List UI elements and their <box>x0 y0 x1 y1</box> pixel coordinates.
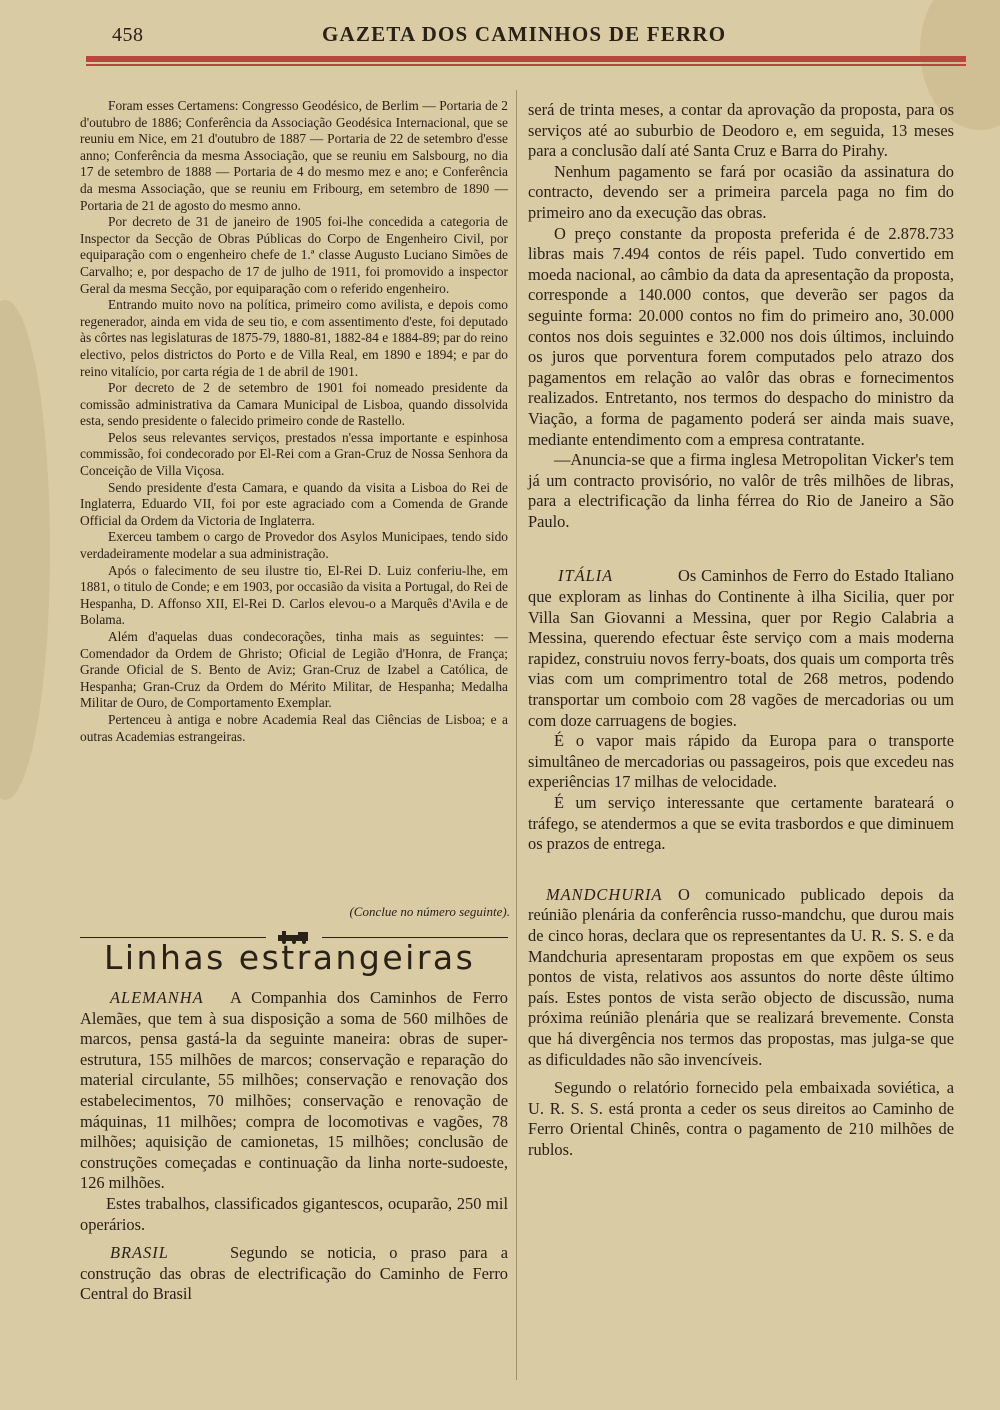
paragraph: Entrando muito novo na política, primeiro como avilista, e depois como regenerador, ainda em vida de seu tio, e com assentimento d'este, foi deputado às côrtes nas legislaturas de 1875-79, 1880-81, 1882-84 e 1884-89; par do reino electivo, pelos districtos do Porto e de Villa Real, em 1890 e 1894; e par do reino vitalício, por carta régia de 1 de abril de 1901. <box>80 297 508 379</box>
paragraph: Segundo se noticia, o praso para a construção das obras de electrificação do Caminho de Ferro Central do Brasil <box>80 1243 508 1304</box>
paragraph: Por decreto de 2 de setembro de 1901 foi nomeado presidente da comissão administrativa da Camara Municipal de Lisboa, quando dissolvida esta, sendo presidente o falecido primeiro conde de Rastello. <box>80 380 508 429</box>
paragraph: É o vapor mais rápido da Europa para o transporte simultâneo de mercadorias ou passageiros, pois que excedeu nas experiências 17 milhas de velocidade. <box>528 731 954 792</box>
section-title: Linhas estrangeiras <box>104 938 476 977</box>
country-heading: BRASIL <box>110 1243 169 1263</box>
paragraph: Além d'aquelas duas condecorações, tinha mais as seguintes: — Comendador da Ordem de Ghristo; Oficial de Legião d'Honra, de França; Grande Oficial de S. Bento de Aviz; Gran-Cruz de Izabel a Católica, de Hespanha; Gran-Cruz da Ordem do Mérito Militar, de Hespanha; Medalha Militar de Ouro, de Comportamento Exemplar. <box>80 629 508 711</box>
running-title: GAZETA DOS CAMINHOS DE FERRO <box>322 22 727 46</box>
header-rule <box>86 56 966 62</box>
paragraph: O comunicado publicado depois da reúnião plenária da conferência russo-mandchu, que durou mais de cinco horas, declara que os representantes da U. R. S. S. e da Mandchuria apresentaram propostas em que expõem os seus pontos de vista, relativos aos assuntos do norte dêste último país. Estes pontos de vista serão objecto de discussão, numa próxima reúnião plenária que se realizará brevemente. Consta que há divergência nos termos das propostas, mas julga-se que as dificuldades não são invencíveis. <box>528 884 954 1069</box>
foreign-lines-right-column <box>528 100 954 1161</box>
paragraph: É um serviço interessante que certamente barateará o tráfego, se atendermos a que se evita trasbordos e que diminuem os prazos de entrega. <box>528 793 954 854</box>
paragraph: Nenhum pagamento se fará por ocasião da assinatura do contracto, devendo ser a primeira parcela paga no fim do primeiro ano da execução das obras. <box>528 161 954 222</box>
biography-column <box>80 98 508 745</box>
paragraph: A Companhia dos Caminhos de Ferro Alemães, que tem à sua disposição a soma de 560 milhões de marcos, pensa gastá-la da seguinte maneira: obras de super-estrutura, 155 milhões de marcos; conservação e reparação do material circulante, 55 milhões; conservação e renovação dos estabelecimentos, 70 milhões; conservação e renovação de máquinas, 11 milhões; compra de locomotivas e vagões, 78 milhões; aquisição de camionetas, 15 milhões; conclusão de construções começadas e continuação da linha norte-sudoeste, 126 milhões. <box>80 988 508 1193</box>
foreign-lines-left-column <box>80 988 508 1305</box>
paragraph: Sendo presidente d'esta Camara, e quando da visita a Lisboa do Rei de Inglaterra, Eduardo VII, foi por este agraciado com a Comenda de Grande Official da Ordem da Victoria de Inglaterra. <box>80 479 508 528</box>
paragraph: —Anuncia-se que a firma inglesa Metropolitan Vicker's tem já um contracto provisório, no valôr de três milhões de libras, para a electrificação da linha férrea do Rio de Janeiro a São Paulo. <box>528 450 954 531</box>
paragraph: Exerceu tambem o cargo de Provedor dos Asylos Municipaes, tendo sido verdadeiramente modelar a sua administração. <box>80 529 508 562</box>
paragraph: Após o falecimento de seu ilustre tio, El-Rei D. Luiz conferiu-lhe, em 1881, o titulo de Conde; e em 1903, por occasião da visita a Portugal, do Rei de Hespanha, D. Affonso XII, El-Rei D. Carlos elevou-o a Marquês d'Avila e de Bolama. <box>80 562 508 628</box>
continuation-note: (Conclue no número seguinte). <box>349 904 510 919</box>
paragraph: Por decreto de 31 de janeiro de 1905 foi-lhe concedida a categoria de Inspector da Secção de Obras Públicas do Corpo de Engenheiro Civil, por equiparação com o engenheiro chefe de 1.ª classe Augusto Luciano Simões de Carvalho; e, por despacho de 17 de julho de 1911, foi promovido a inspector Geral da mesma Secção, por equiparação com o referido engenheiro. <box>80 214 508 296</box>
country-heading: ITÁLIA <box>558 566 614 586</box>
column-divider <box>516 90 517 1380</box>
paragraph: Pertenceu à antiga e nobre Academia Real das Ciências de Lisboa; e a outras Academias estrangeiras. <box>80 711 508 744</box>
country-heading: ALEMANHA <box>110 988 204 1007</box>
paragraph: Segundo o relatório fornecido pela embaixada soviética, a U. R. S. S. está pronta a ceder os seus direitos ao Caminho de Ferro Oriental Chinês, contra o pagamento de 210 milhões de rublos. <box>528 1078 954 1159</box>
paragraph: O preço constante da proposta preferida é de 2.878.733 libras mais 7.494 contos de réis papel. Tudo convertido em moeda nacional, ao câmbio da data da apresentação da proposta, corresponde a 140.000 contos, que deverão ser pagos da seguinte forma: 20.000 contos no fim do primeiro ano, 30.000 contos nos dois seguintes e 32.000 nos dois últimos, incluindo os juros que porventura forem computados pelo atrazo dos pagamentos em relação ao valôr das obras e fornecimentos realizados. Entretanto, nos termos do despacho do ministro da Viação, a forma de pagamento poderá ser ainda mais suave, mediante entendimento com a empresa contratante. <box>528 223 954 449</box>
paragraph: Foram esses Certamens: Congresso Geodésico, de Berlim — Portaria de 2 d'outubro de 1886; Conferência da Associação Geodésica Internacional, que se reuniu em Nice, em 21 d'outubro de 1887 — Portaria de 22 de setembro d'esse anno; Conferência da mesma Associação, que se reuniu em Salsbourg, no dia 17 de setembro de 1888 — Portaria de 4 do mesmo mez e ano; e Conferência da mesma Associação, que se reuniu em Fribourg, em setembro de 1890 — Portaria de 21 de agosto do mesmo anno. <box>80 98 508 213</box>
paragraph: Pelos seus relevantes serviços, prestados n'essa importante e espinhosa commissão, foi condecorado por El-Rei com a Gran-Cruz de Nossa Senhora da Conceição de Villa Viçosa. <box>80 429 508 479</box>
paper-stain <box>0 300 50 800</box>
paragraph: Os Caminhos de Ferro do Estado Italiano que exploram as linhas do Continente à ilha Sicilia, quer por Villa San Giovanni a Messina, quer por Regio Calabria a Messina, querendo efectuar êste serviço com a mais moderna rapidez, construiu novos ferry-boats, dos quais um comporta três vias com um comprimentro total de 268 metros, podendo transportar um comboio com 28 vagões de mercadorias ou um com doze carruagens de bogies. <box>528 566 954 730</box>
page-number: 458 <box>112 24 144 46</box>
paragraph: será de trinta meses, a contar da aprovação da proposta, para os serviços até ao suburbio de Deodoro e, em seguida, 13 meses para a conclusão dalí até Santa Cruz e Barra do Pirahy. <box>528 100 954 161</box>
paragraph: Estes trabalhos, classificados gigantescos, ocuparão, 250 mil operários. <box>80 1193 508 1234</box>
header-rule-thin <box>86 64 966 66</box>
country-heading: MANDCHURIA <box>546 884 663 904</box>
